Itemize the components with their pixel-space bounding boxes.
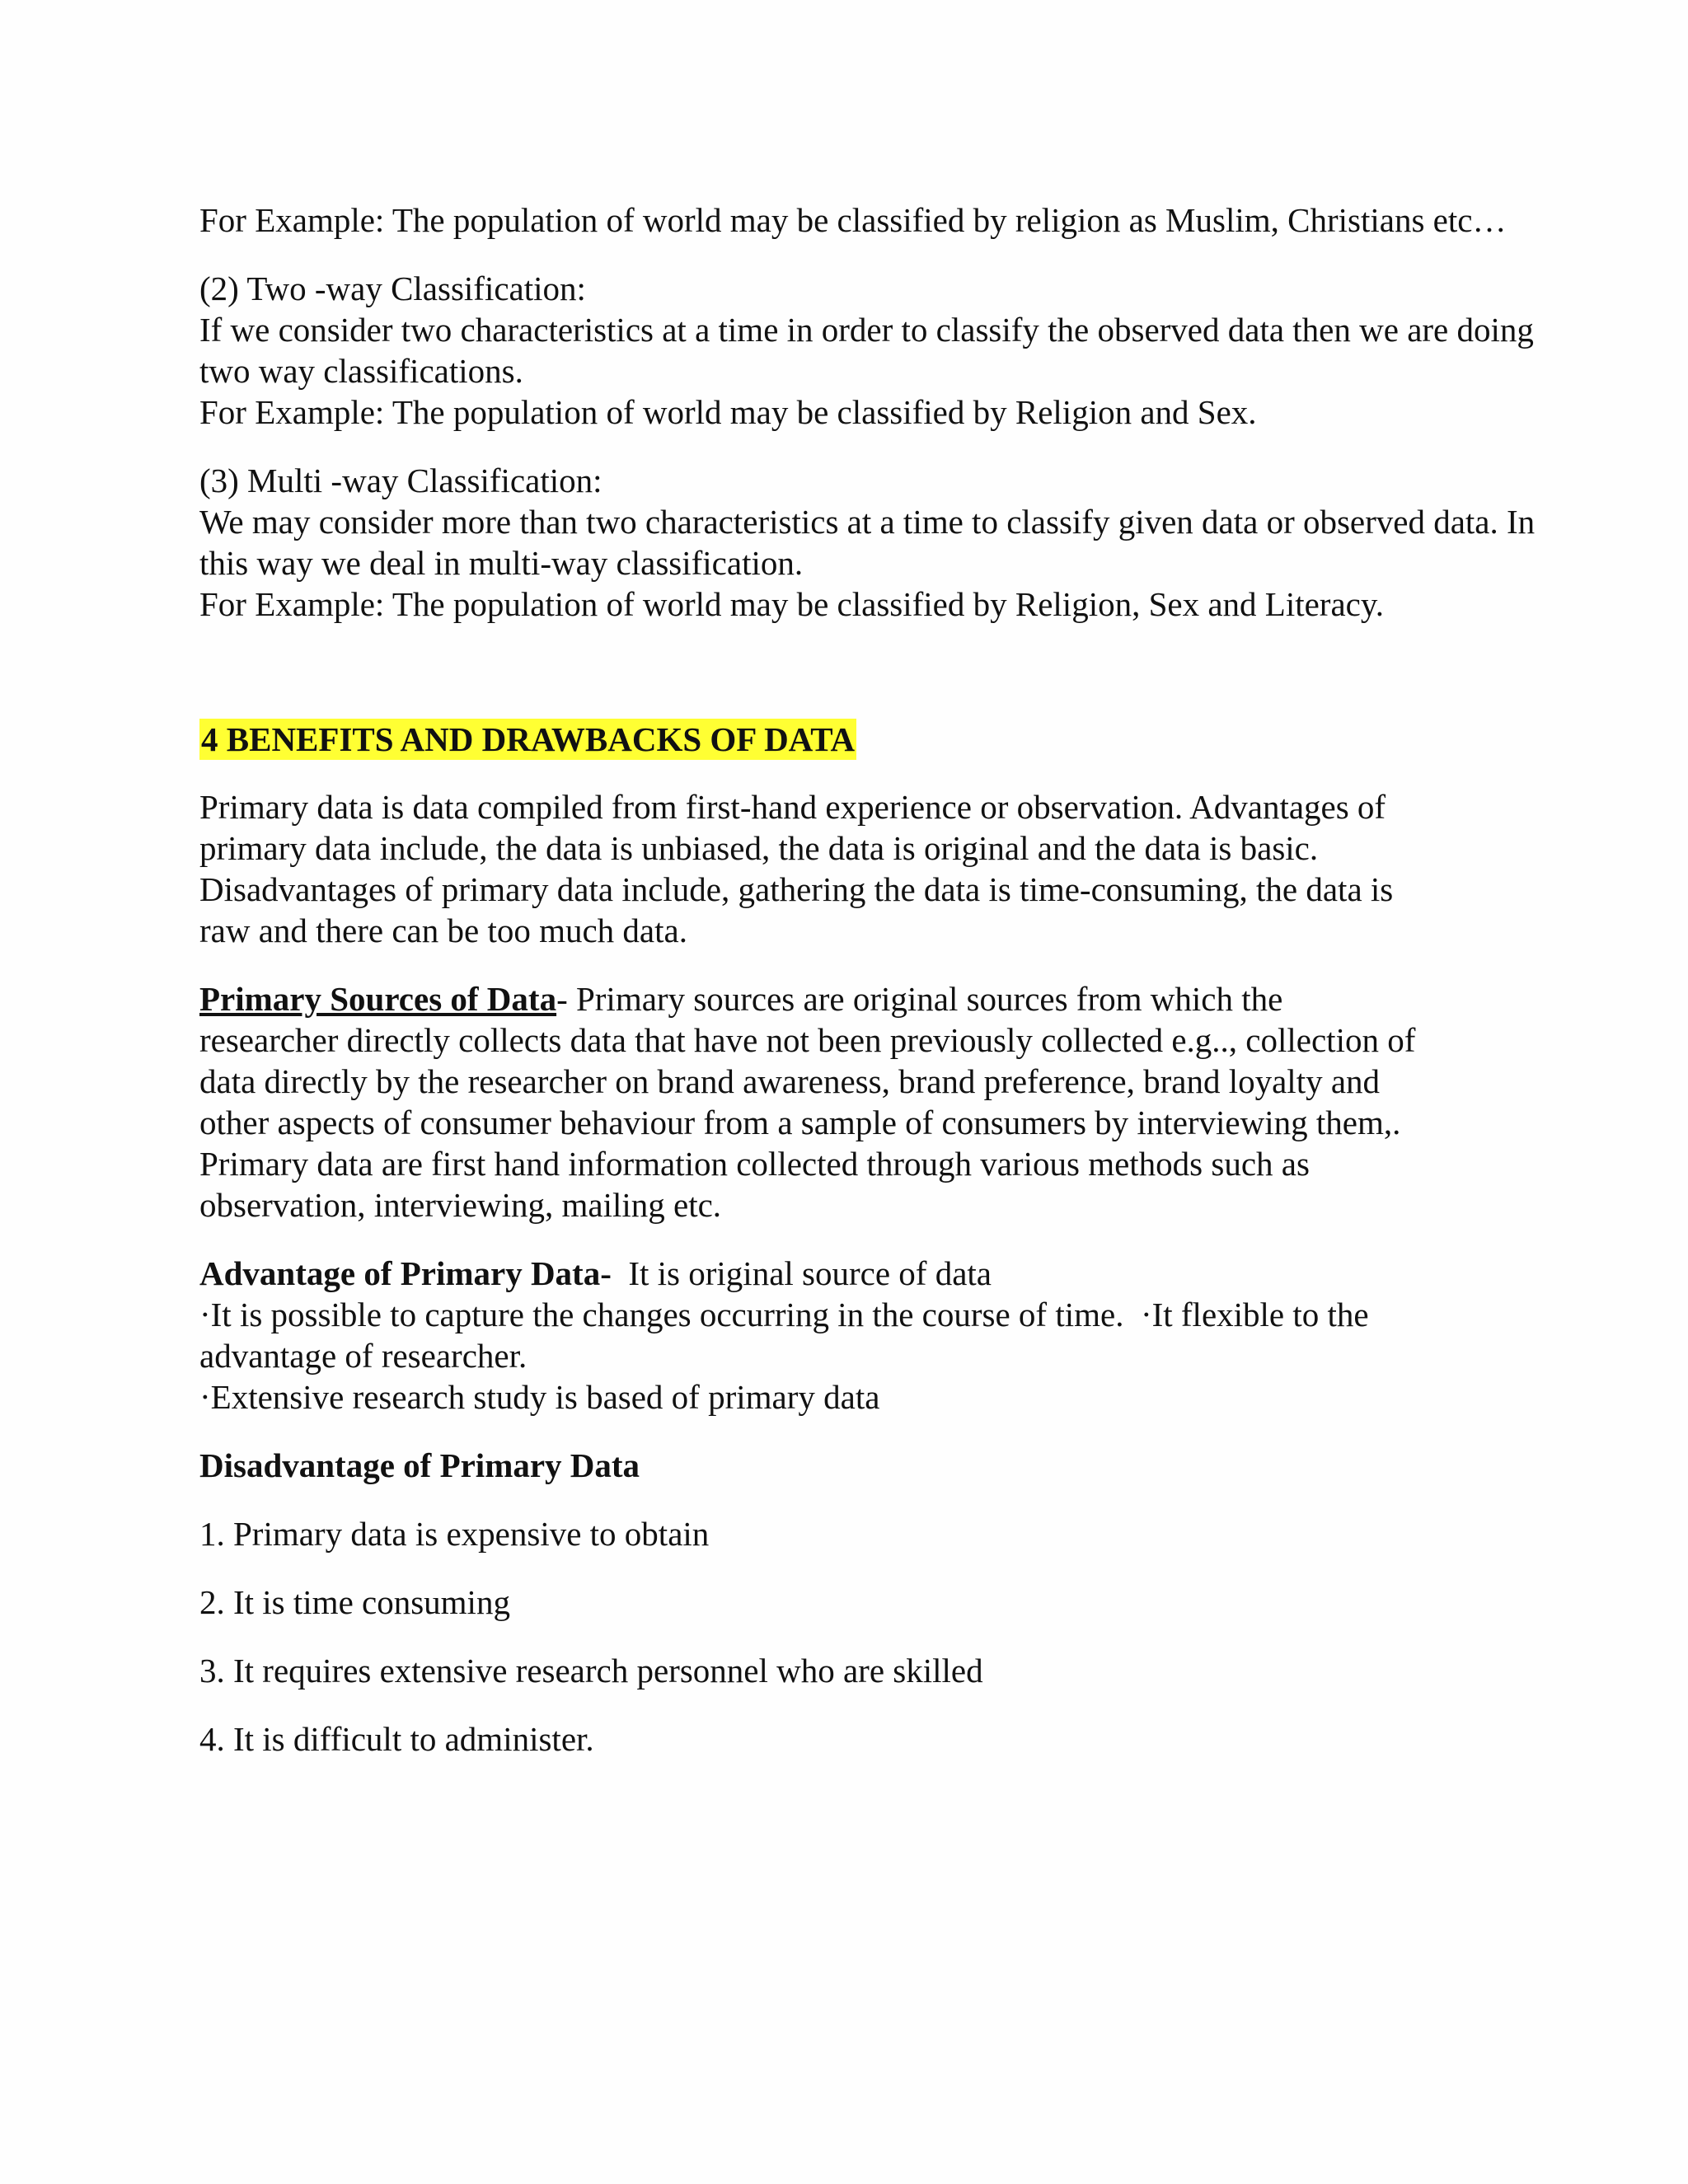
one-way-example-line: For Example: The population of world may be classified by religion as Muslim, Christians etc… [199, 201, 1507, 239]
disadvantage-list-item: 2. It is time consuming [199, 1583, 510, 1621]
intro-line: Primary data is data compiled from first-hand experience or observation. Advantages of [199, 788, 1386, 826]
disadvantage-list-item: 1. Primary data is expensive to obtain [199, 1515, 710, 1553]
primary-sources-line: data directly by the researcher on brand awareness, brand preference, brand loyalty and [199, 1062, 1381, 1100]
primary-sources-line: observation, interviewing, mailing etc. [199, 1186, 722, 1224]
advantage-paragraph [199, 1253, 1634, 1418]
disadvantage-heading: Disadvantage of Primary Data [199, 1446, 640, 1484]
two-way-example: For Example: The population of world may be classified by Religion and Sex. [199, 393, 1257, 431]
intro-line: Disadvantages of primary data include, gathering the data is time-consuming, the data is [199, 870, 1394, 908]
intro-line: primary data include, the data is unbiased, the data is original and the data is basic. [199, 829, 1319, 867]
advantage-label: Advantage of Primary Data- [199, 1254, 612, 1292]
multi-way-title: (3) Multi -way Classification: [199, 462, 603, 499]
intro-line: raw and there can be too much data. [199, 912, 687, 949]
primary-sources-first-line [199, 978, 1634, 1019]
disadvantage-list-item: 4. It is difficult to administer. [199, 1720, 594, 1758]
primary-sources-line: researcher directly collects data that have not been previously collected e.g.., collection of [199, 1021, 1416, 1059]
disadvantage-list-item: 3. It requires extensive research personnel who are skilled [199, 1652, 983, 1690]
primary-sources-line: other aspects of consumer behaviour from a sample of consumers by interviewing them,. [199, 1104, 1401, 1141]
primary-sources-line: Primary data are first hand information collected through various methods such as [199, 1145, 1310, 1183]
primary-data-intro-paragraph [199, 786, 1634, 951]
two-way-classification-paragraph [199, 268, 1634, 433]
advantage-line: advantage of researcher. [199, 1337, 528, 1375]
two-way-title: (2) Two -way Classification: [199, 269, 586, 307]
multi-way-text-line: this way we deal in multi-way classification. [199, 544, 804, 582]
page-content [199, 199, 1634, 1787]
multi-way-example: For Example: The population of world may be classified by Religion, Sex and Literacy. [199, 585, 1384, 623]
two-way-text-line: two way classifications. [199, 352, 523, 390]
classification-example-paragraph [199, 199, 1634, 241]
advantage-line: ·Extensive research study is based of primary data [199, 1378, 880, 1416]
advantage-line: ·It is possible to capture the changes occurring in the course of time. ·It flexible to the [199, 1296, 1369, 1333]
section-heading-highlighted: 4 BENEFITS AND DRAWBACKS OF DATA [201, 720, 856, 758]
two-way-text-line: If we consider two characteristics at a time in order to classify the observed data then we are doing [199, 311, 1534, 349]
primary-sources-paragraph [199, 978, 1634, 1226]
multi-way-classification-paragraph [199, 460, 1634, 625]
advantage-first-line [199, 1253, 1634, 1294]
multi-way-text-line: We may consider more than two characteristics at a time to classify given data or observed data. In [199, 503, 1536, 541]
primary-sources-label: Primary Sources of Data [199, 980, 557, 1018]
primary-sources-first-line-text: - Primary sources are original sources from which the [556, 980, 1283, 1018]
advantage-first-line-text: It is original source of data [611, 1254, 992, 1292]
